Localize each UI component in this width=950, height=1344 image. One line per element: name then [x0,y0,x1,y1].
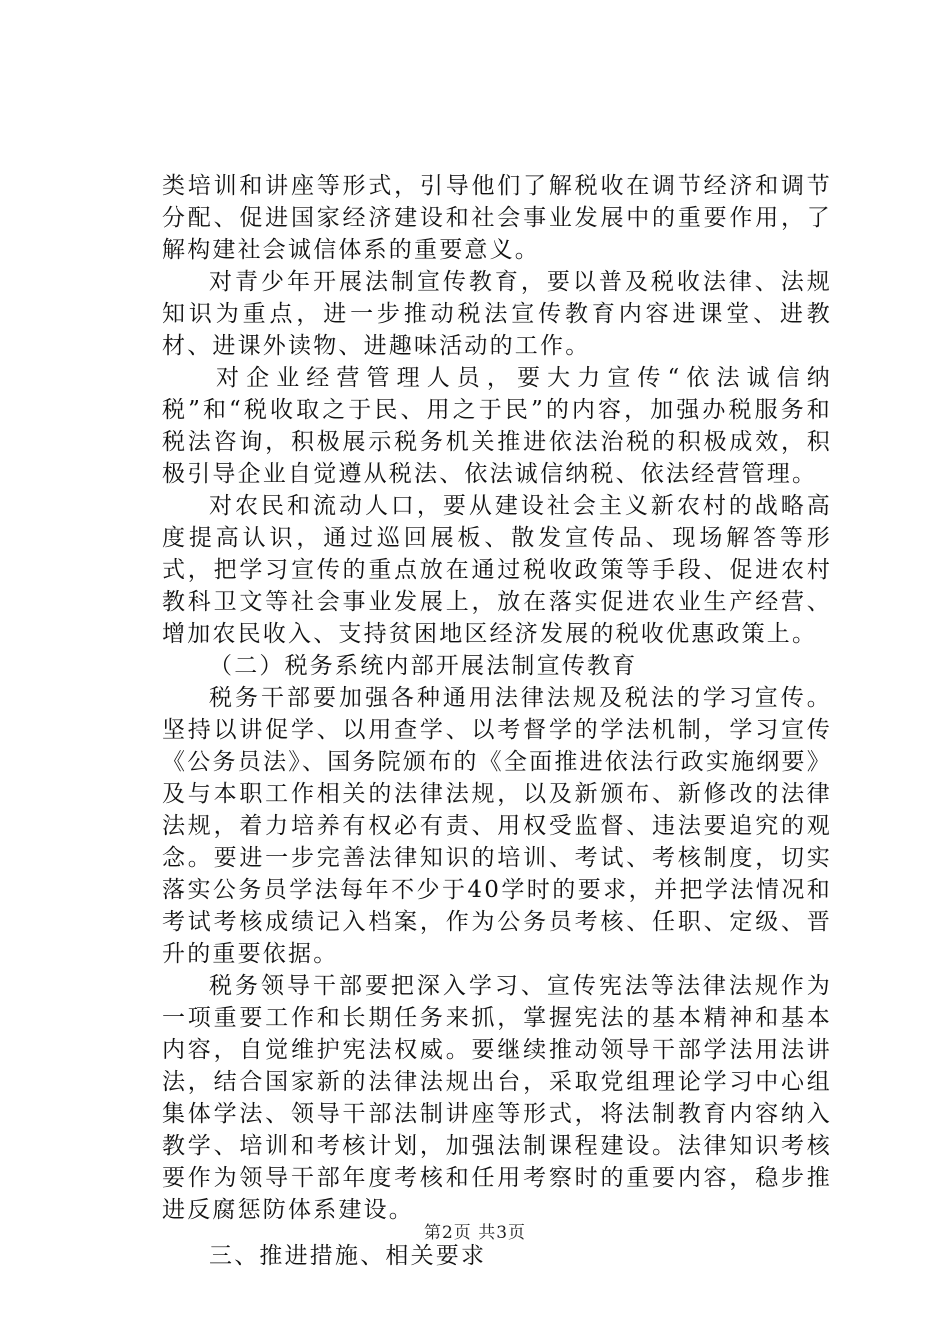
subheading-internal-education: （二）税务系统内部开展法制宣传教育 [209,653,638,679]
section-heading-measures: 三、推进措施、相关要求 [209,1243,487,1269]
paragraph-tax-cadres: 税务干部要加强各种通用法律法规及税法的学习宣传。坚持以讲促学、以用查学、以考督学的学法机制，学习宣传《公务员法》、国务院颁布的《全面推进依法行政实施纲要》及与本职工作相关的法律法规，以及新颁布、新修改的法律法规，着力培养有权必有责、用权受监督、违法要追究的观念。要进一步完善法律知识的培训、考试、考核制度，切实落实公务员学法每年不少于40学时的要求，并把学法情况和考试考核成绩记入档案，作为公务员考核、任职、定级、晋升的重要依据。 [162,685,832,967]
paragraph-leaders: 税务领导干部要把深入学习、宣传宪法等法律法规作为一项重要工作和长期任务来抓，掌握宪法的基本精神和基本内容，自觉维护宪法权威。要继续推动领导干部学法用法讲法，结合国家新的法律法规出台，采取党组理论学习中心组集体学法、领导干部法制讲座等形式，将法制教育内容纳入教学、培训和考核计划，加强法制课程建设。法律知识考核要作为领导干部年度考核和任用考察时的重要内容，稳步推进反腐惩防体系建设。 [162,973,832,1223]
paragraph-youth: 对青少年开展法制宣传教育，要以普及税收法律、法规知识为重点，进一步推动税法宣传教育内容进课堂、进教材、进课外读物、进趣味活动的工作。 [162,269,832,359]
paragraph-farmers: 对农民和流动人口，要从建设社会主义新农村的战略高度提高认识，通过巡回展板、散发宣传品、现场解答等形式，把学习宣传的重点放在通过税收政策等手段、促进农村教科卫文等社会事业发展上，放在落实促进农业生产经营、增加农民收入、支持贫困地区经济发展的税收优惠政策上。 [162,493,832,647]
page-number-footer: 第2页 共3页 [423,1223,527,1243]
paragraph-continuation: 类培训和讲座等形式，引导他们了解税收在调节经济和调节分配、促进国家经济建设和社会事业发展中的重要作用，了解构建社会诚信体系的重要意义。 [162,173,832,263]
paragraph-enterprise: 对企业经营管理人员，要大力宣传“依法诚信纳税”和“税收取之于民、用之于民”的内容，加强办税服务和税法咨询，积极展示税务机关推进依法治税的积极成效，积极引导企业自觉遵从税法、依法诚信纳税、依法经营管理。 [162,365,832,487]
document-body [162,170,832,1272]
